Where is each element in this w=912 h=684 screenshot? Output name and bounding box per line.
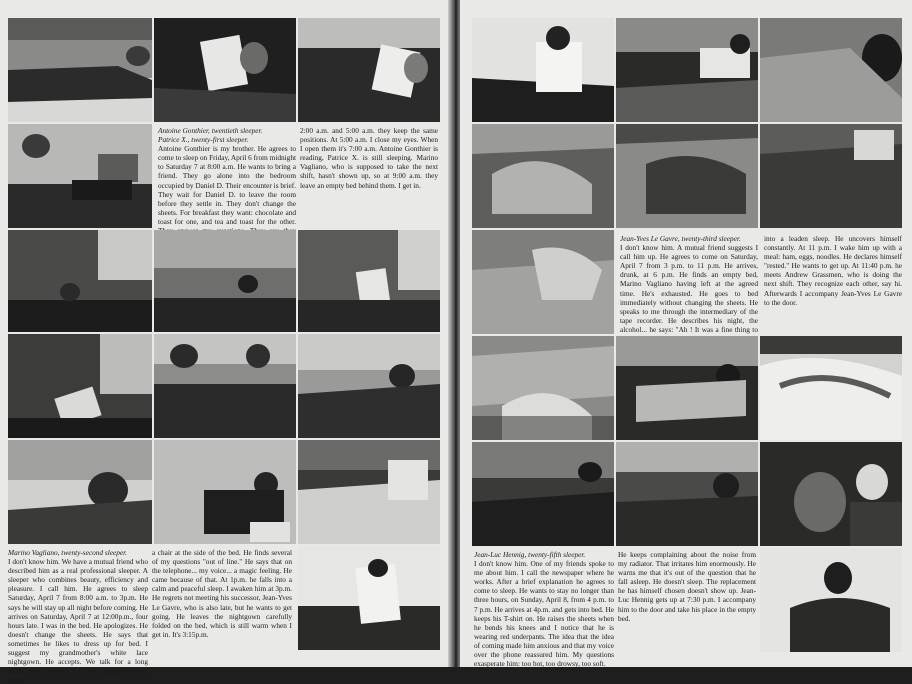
- photo-l8: [8, 334, 152, 438]
- left-block2: [300, 126, 438, 228]
- photo-l10: [298, 334, 440, 438]
- left-block4: [152, 548, 292, 666]
- photo-l11: [8, 440, 152, 544]
- right-block4: [618, 550, 756, 666]
- photo-l6: [154, 230, 296, 332]
- photo-r10: [760, 336, 902, 440]
- photo-r4: [472, 124, 614, 228]
- right-block3: [474, 550, 614, 669]
- photo-l13: [298, 440, 440, 544]
- photo-l4: [8, 124, 152, 228]
- photo-r8: [472, 336, 614, 440]
- left-block2-body: 2:00 a.m. and 5:00 a.m. they keep the same positions. At 5:00 a.m. I close my eyes. When I open them it's 7:00 a.m. Antoine Gonthier is reading, Patrice X. is still sleeping. Marino Vagliano, who is supposed to take the next shift, hasn't shown up, so at 9:00 a.m. they leave an empty bed behind them. I get in.: [300, 126, 438, 190]
- left-block1-body: Antoine Gonthier is my brother. He agrees to come to sleep on Friday, April 6 from midnight to Saturday 7 at 8:00 a.m. He wants to bring a friend. They go alone into the bedroom occupied by Daniel D. Their encounter is brief. They wait for Daniel D. to leave the room before they settle in. They don't change the sheets. For breakfast they want: chocolate and toast for one, and tea and toast for the other.: [158, 144, 296, 226]
- right-block2: [764, 234, 902, 334]
- right-block3-body: I don't know him. One of my friends spoke to me about him. I call the newspaper where he works. After a brief explanation he agrees to come to sleep. He wants to stay no longer than three hours, on Sunday, April 8, from 4 p.m. to 7 p.m. He arrives at 4p.m. and gets into bed. He keeps his T-shirt on. He raises the sheets when he bends his knees and I notice that he is wearing red underpants. The idea that the idea of coming made him anxious and that my voice over the phone reassured him. My questions exasperate him: too hot, too drowsy, too soft.: [474, 559, 614, 669]
- photo-r3: [760, 18, 902, 122]
- left-block3: [8, 548, 148, 684]
- photo-r5: [616, 124, 758, 228]
- left-block1-caption: Antoine Gonthier, twentieth sleeper. Patrice X., twenty-first sleeper.: [158, 126, 263, 145]
- photo-l7: [298, 230, 440, 332]
- photo-r2: [616, 18, 758, 122]
- left-block3-body: I don't know him. We have a mutual friend who described him as a real professional sleeper. A sleeper who combines beauty, efficiency and pleasure. I call him. He agrees to sleep Saturday, April 7 from 8:00 a.m. to 3p.m. He says he will stay up all night before coming. He arrives on Saturday, April 7 at 12:00p.m., four hours late. I was in the bed. He apologizes. He doesn't change the sheets. He says that sometimes he likes to dress up for bed. I suggest my grandmother's white lace nightgown. He accepts. We talk for a long while, him stretched out in the nightgown and me in: [8, 557, 148, 684]
- photo-r11: [472, 442, 614, 546]
- left-page: [0, 0, 452, 684]
- photo-r14: [760, 548, 902, 652]
- right-block2-body: into a leaden sleep. He uncovers himself constantly. At 11 p.m. I wake him up with a meal: ham, eggs, noodles. He declares himself "rested." He wants to get up. At 11:40 p.m. he meets Andrew Grassmen, who is doing the next shift. They recognize each other, say hi. Afterwards I accompany Jean-Yves Le Gavre to the door.: [764, 234, 902, 307]
- photo-l12: [154, 440, 296, 544]
- photo-l2: [154, 18, 296, 122]
- photo-l1: [8, 18, 152, 122]
- right-page: [460, 0, 912, 667]
- right-block1-body: I don't know him. A mutual friend suggests I call him up. He agrees to come on Saturday, April 7 from 3 p.m. to 11 p.m. He arrives, drunk, at 6 p.m. He finds an empty bed, Marino Vagliano having left at the agreed time. He's exhausted. He goes to bed immediately without changing the sheets. He speaks to me through the intermediary of the tape recorder. He describes his night, the alcohol... he says: "Ah ! It was a fine thing to: [620, 243, 758, 334]
- right-block1-caption: Jean-Yves Le Gavre, twenty-third sleeper.: [620, 234, 741, 243]
- photo-r12: [616, 442, 758, 546]
- photo-r1: [472, 18, 614, 122]
- photo-l9: [154, 334, 296, 438]
- photo-r7: [472, 230, 614, 334]
- photo-r13: [760, 442, 902, 546]
- photo-r6: [760, 124, 902, 228]
- photo-l5: [8, 230, 152, 332]
- photo-r9: [616, 336, 758, 440]
- left-block4-body: a chair at the side of the bed. He finds several of my questions "out of line." He says that on the telephone... my voice... a magic feeling. He came because of that. At 1p.m. he falls into a calm and peaceful sleep. I awaken him at 3p.m. He regrets not meeting his successor, Jean-Yves Le Gavre, who is also late, but he wants to get going. He leaves the nightgown carefully folded on the bed, which is still warm when I get in. It's 3:15p.m.: [152, 548, 292, 639]
- right-block4-body: He keeps complaining about the noise from my radiator. That irritates him enormously. He warns me that it's out of the question that he fall asleep. He doesn't sleep. The replacement he has himself chosen doesn't show up. Jean-Luc Hennig gets up at 7:30 p.m. I accompany him to the door and take his place in the empty bed.: [618, 550, 756, 623]
- photo-l3: [298, 18, 440, 122]
- left-block3-caption: Marino Vagliano, twenty-second sleeper.: [8, 548, 127, 557]
- right-block3-caption: Jean-Luc Hennig, twenty-fifth sleeper.: [474, 550, 586, 559]
- photo-l14: [298, 546, 440, 650]
- right-block1: [620, 234, 758, 334]
